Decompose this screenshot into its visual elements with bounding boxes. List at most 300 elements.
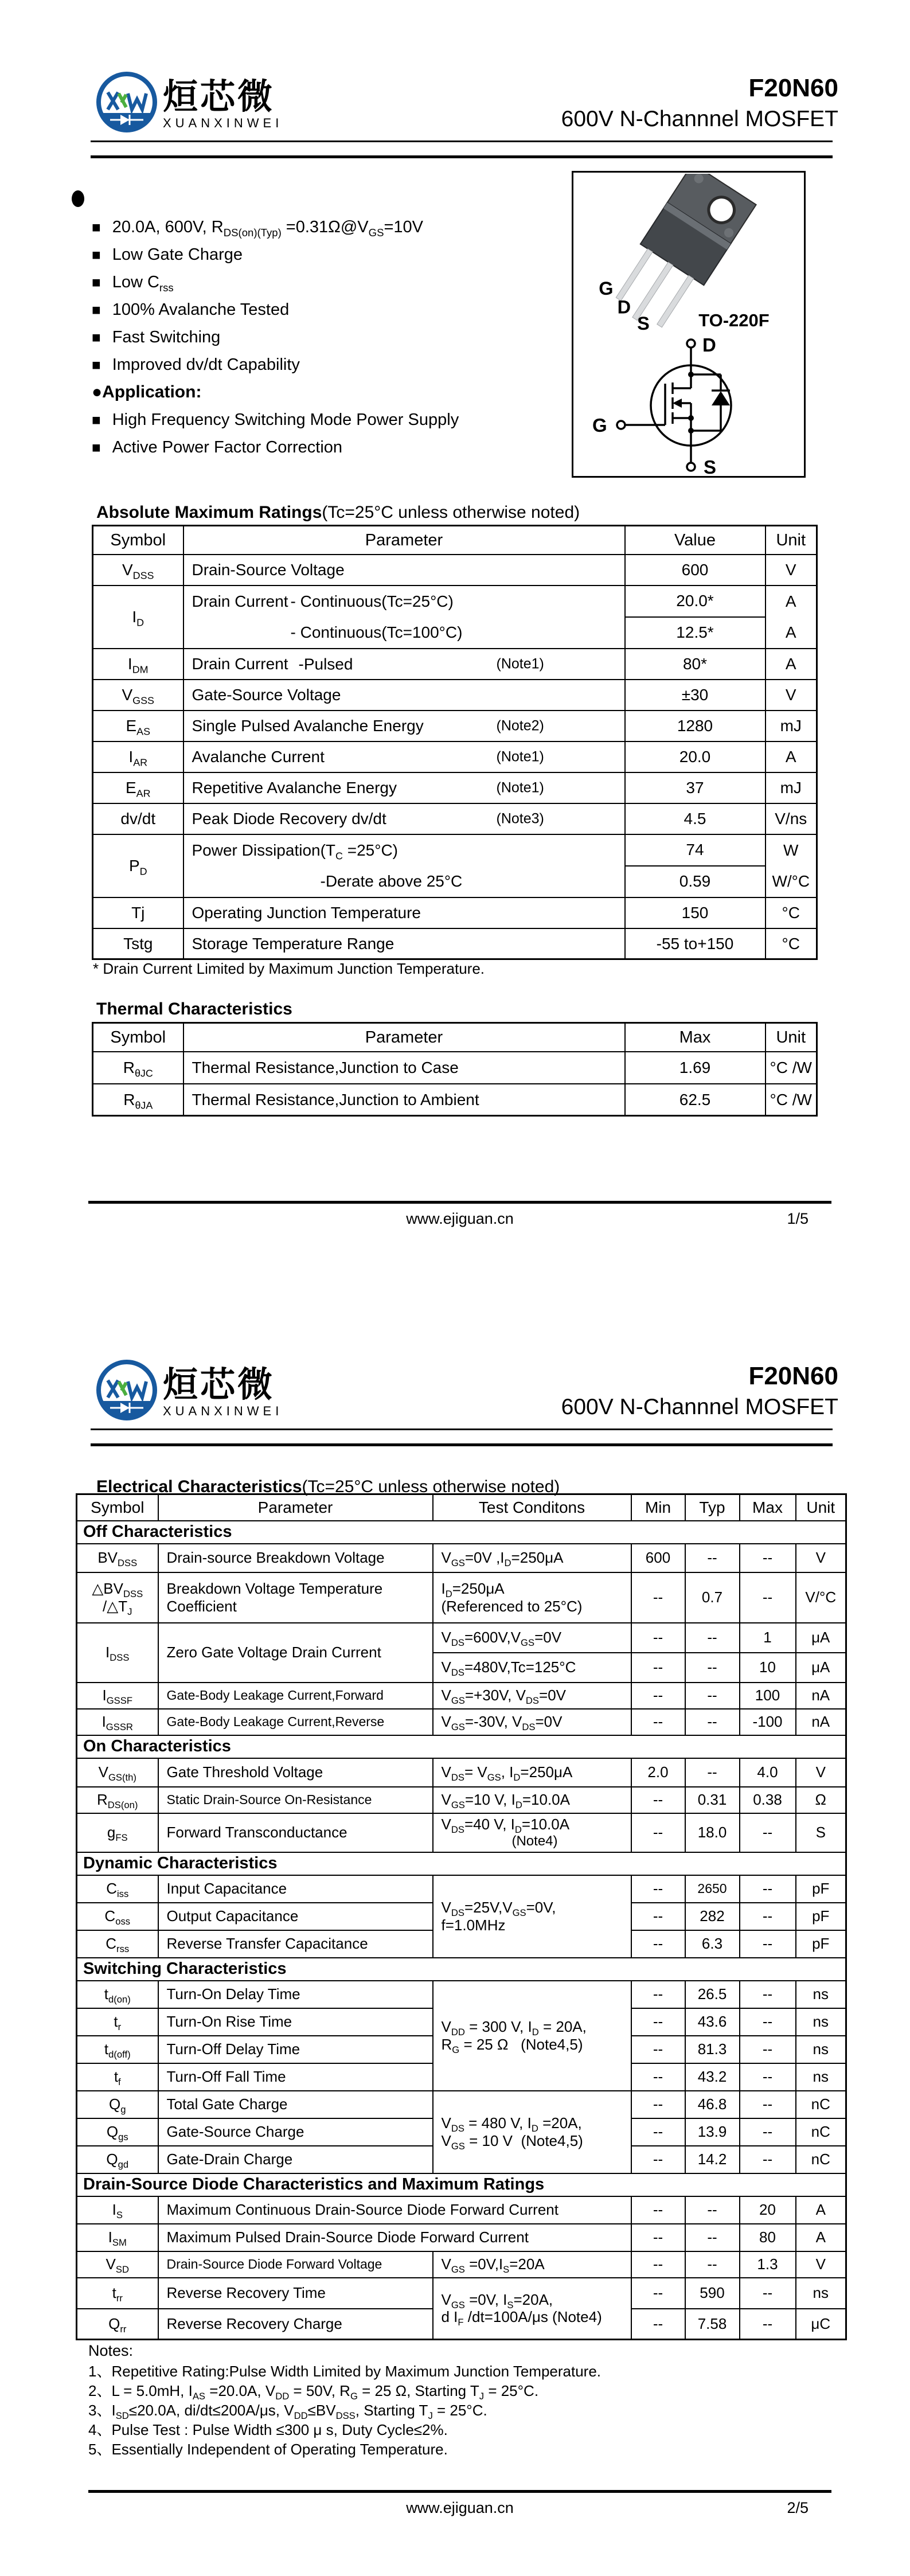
table-cell: nC — [796, 2146, 846, 2173]
table-cell: $V_{DSS}$ — [93, 555, 183, 586]
header-rule-thick — [91, 1443, 833, 1446]
abs-max-table — [92, 525, 818, 960]
table-cell: $Q_{gs}$ — [77, 2118, 158, 2146]
table-cell: 1.69 — [625, 1052, 766, 1084]
table-cell: °C — [766, 928, 817, 959]
part-subtitle: 600V N-Channnel MOSFET — [561, 107, 838, 131]
table-cell: A — [796, 2196, 846, 2224]
table-cell: 80 — [740, 2224, 796, 2251]
table-cell: Reverse Recovery Charge — [158, 2309, 433, 2340]
table-cell: $P_D$ — [93, 834, 183, 897]
table-cell: $I_S$ — [77, 2196, 158, 2224]
column-header: Test Conditons — [433, 1494, 631, 1521]
table-cell: 590 — [685, 2278, 740, 2309]
table-cell: -- — [631, 2036, 685, 2063]
table-cell: $t_r$ — [77, 2008, 158, 2036]
symbol-pin-label-g: G — [592, 415, 607, 436]
table-cell: S — [796, 1813, 846, 1852]
table-cell: $V_{GS}=+30V$, $V_{DS}=0V$ — [433, 1683, 631, 1709]
table-cell: 12.5* — [625, 617, 766, 649]
square-bullet-icon: ■ — [92, 301, 101, 318]
company-logo-icon — [96, 72, 157, 132]
table-cell: $I_D$ — [93, 586, 183, 649]
table-cell: A — [766, 617, 817, 649]
table-cell: 18.0 — [685, 1813, 740, 1852]
section-row — [77, 1958, 846, 1981]
table-cell: $R_{\theta JC}$ — [93, 1052, 183, 1084]
table-cell: nA — [796, 1683, 846, 1709]
table-cell: pF — [796, 1930, 846, 1958]
table-cell: -- — [740, 1572, 796, 1623]
square-bullet-icon: ■ — [92, 411, 101, 428]
table-cell: -- — [631, 1683, 685, 1709]
table-cell: ns — [796, 1981, 846, 2008]
table-cell: $V_{DS}=480V,Tc=125^\circ C$ — [433, 1653, 631, 1683]
notes-list — [88, 2362, 601, 2459]
table-cell: nA — [796, 1709, 846, 1735]
list-item — [92, 241, 568, 268]
table-cell: $V_{DS}= V_{GS}$, $I_D=250\mu A$ — [433, 1758, 631, 1787]
table-row — [77, 1813, 846, 1852]
features-list — [92, 213, 568, 378]
table-cell: A — [766, 586, 817, 617]
table-row — [93, 649, 817, 680]
table-cell: -- — [740, 2146, 796, 2173]
package-pin-label-g: G — [599, 278, 614, 299]
table-cell: $C_{rss}$ — [77, 1930, 158, 1958]
table-cell: -- — [631, 1709, 685, 1735]
table-cell: -- — [740, 2063, 796, 2091]
table-cell: 0.38 — [740, 1787, 796, 1813]
table-cell: -- — [685, 1758, 740, 1787]
table-cell: 37 — [625, 772, 766, 803]
table-cell: nC — [796, 2118, 846, 2146]
table-cell: μC — [796, 2309, 846, 2340]
table-cell: V — [766, 555, 817, 586]
table-cell: $V_{GS}=10$ V, $I_D=10.0A$ — [433, 1787, 631, 1813]
table-cell: Drain Current -Pulsed (Note1) — [183, 649, 625, 680]
table-cell: Drain-Source Diode Characteristics and Maximum Ratings — [77, 2173, 846, 2196]
column-header: Min — [631, 1494, 685, 1521]
table-cell: Gate-Source Voltage — [183, 680, 625, 711]
table-cell: $t_{rr}$ — [77, 2278, 158, 2309]
table-cell: W/°C — [766, 866, 817, 897]
table-cell: Reverse Transfer Capacitance — [158, 1930, 433, 1958]
section-row — [77, 1735, 846, 1758]
table-cell: $I_D=250\mu A$ (Referenced to 25°C) — [433, 1572, 631, 1623]
table-cell: -- — [631, 2224, 685, 2251]
footer — [88, 2499, 831, 2517]
features-bullet-icon — [72, 190, 84, 207]
datasheet-page-2 — [0, 1288, 910, 2576]
table-cell: Gate-Source Charge — [158, 2118, 433, 2146]
table-cell: V — [796, 1758, 846, 1787]
column-header: Symbol — [93, 526, 183, 555]
table-cell: -- — [685, 1683, 740, 1709]
brand-name-en: XUANXINWEI — [163, 116, 283, 130]
square-bullet-icon: ■ — [92, 439, 101, 456]
applications-list — [92, 406, 568, 461]
header-rule-thin — [91, 140, 833, 142]
table-cell: $\triangle BV_{DSS}$ $/\triangle T_J$ — [77, 1572, 158, 1623]
part-subtitle: 600V N-Channnel MOSFET — [561, 1395, 838, 1419]
list-item — [92, 406, 568, 434]
table-cell: Gate-Body Leakage Current,Forward — [158, 1683, 433, 1709]
table-cell: -- — [631, 2278, 685, 2309]
table-cell: -- — [740, 2008, 796, 2036]
table-cell: $R_{\theta JA}$ — [93, 1084, 183, 1116]
table-cell: -- — [685, 2251, 740, 2278]
table-row — [93, 1084, 817, 1116]
table-cell: -- — [631, 1930, 685, 1958]
table-cell: $t_{d(on)}$ — [77, 1981, 158, 2008]
table-cell: V/°C — [796, 1572, 846, 1623]
thermal-table — [92, 1022, 818, 1117]
elec-cond: (Tc=25°C unless otherwise noted) — [302, 1477, 560, 1496]
table-cell: 20.0 — [625, 741, 766, 772]
abs-max-heading — [96, 503, 580, 522]
table-cell: -- — [631, 2309, 685, 2340]
table-cell: -- — [740, 2309, 796, 2340]
table-cell: Static Drain-Source On-Resistance — [158, 1787, 433, 1813]
table-cell: -- — [685, 2196, 740, 2224]
table-cell: 74 — [625, 834, 766, 866]
table-cell: 600 — [625, 555, 766, 586]
column-header: Parameter — [158, 1494, 433, 1521]
table-cell: Tstg — [93, 928, 183, 959]
table-cell: Drain-source Breakdown Voltage — [158, 1544, 433, 1572]
table-cell: -- — [740, 1875, 796, 1903]
table-header-row — [93, 526, 817, 555]
table-cell: -- — [631, 2196, 685, 2224]
table-cell: ±30 — [625, 680, 766, 711]
symbol-pin-label-s: S — [704, 456, 717, 475]
table-cell: Thermal Resistance,Junction to Case — [183, 1052, 625, 1084]
table-cell: -- — [740, 1544, 796, 1572]
table-row — [77, 1787, 846, 1813]
table-cell: Off Characteristics — [77, 1521, 846, 1544]
table-cell: 0.31 — [685, 1787, 740, 1813]
list-item-text: Low Gate Charge — [112, 245, 243, 264]
table-cell: $I_{GSSR}$ — [77, 1709, 158, 1735]
table-cell: $E_{AR}$ — [93, 772, 183, 803]
column-header: Parameter — [183, 526, 625, 555]
list-item — [92, 213, 568, 241]
package-box — [572, 171, 806, 478]
table-cell: Input Capacitance — [158, 1875, 433, 1903]
table-cell: -- — [740, 2278, 796, 2309]
table-cell: $Q_g$ — [77, 2091, 158, 2118]
table-row — [77, 1544, 846, 1572]
table-cell: 62.5 — [625, 1084, 766, 1116]
table-cell: On Characteristics — [77, 1735, 846, 1758]
table-row — [93, 680, 817, 711]
table-cell: Drain-Source Diode Forward Voltage — [158, 2251, 433, 2278]
abs-max-footnote: * Drain Current Limited by Maximum Junction Temperature. — [93, 960, 485, 977]
table-cell: -100 — [740, 1709, 796, 1735]
table-cell: -- — [631, 2063, 685, 2091]
column-header: Max — [740, 1494, 796, 1521]
table-cell: 20.0* — [625, 586, 766, 617]
table-cell: W — [766, 834, 817, 866]
table-row — [93, 741, 817, 772]
table-cell: 26.5 — [685, 1981, 740, 2008]
application-title: ●Application: — [92, 383, 202, 401]
table-cell: Power $Dissipation(T_C =25^\circ C)$ -Derate above 25°C — [183, 834, 625, 897]
table-cell: 1280 — [625, 711, 766, 741]
table-cell: °C /W — [766, 1052, 817, 1084]
table-row — [93, 586, 817, 617]
table-cell: $C_{oss}$ — [77, 1903, 158, 1930]
table-cell: μA — [796, 1653, 846, 1683]
table-cell: 13.9 — [685, 2118, 740, 2146]
table-row — [77, 2091, 846, 2118]
section-row — [77, 1521, 846, 1544]
table-cell: $V_{DD} = 300$ V, $I_D = 20A$, $R_G = 25$ Ω (Note4,5) — [433, 1981, 631, 2091]
table-cell: -- — [740, 2036, 796, 2063]
table-cell: -55 to+150 — [625, 928, 766, 959]
column-header: Typ — [685, 1494, 740, 1521]
table-row — [93, 711, 817, 741]
header-rule-thin — [91, 1428, 833, 1430]
table-cell: Forward Transconductance — [158, 1813, 433, 1852]
table-row — [93, 928, 817, 959]
table-cell: -- — [631, 2091, 685, 2118]
section-row — [77, 2173, 846, 2196]
table-cell: Turn-On Delay Time — [158, 1981, 433, 2008]
table-row — [77, 1623, 846, 1653]
table-cell: $C_{iss}$ — [77, 1875, 158, 1903]
table-cell: $V_{DS}=25V,V_{GS}=0V$, f=1.0MHz — [433, 1875, 631, 1958]
table-cell: A — [766, 649, 817, 680]
table-cell: -- — [631, 1813, 685, 1852]
table-cell: Output Capacitance — [158, 1903, 433, 1930]
note-item: 4、Pulse Test : Pulse Width ≤300 μ s, Duty Cycle≤2%. — [88, 2421, 448, 2438]
table-cell: mJ — [766, 711, 817, 741]
table-cell: nC — [796, 2091, 846, 2118]
list-item — [92, 268, 568, 296]
table-cell: 43.6 — [685, 2008, 740, 2036]
table-cell: -- — [740, 1903, 796, 1930]
table-cell: 14.2 — [685, 2146, 740, 2173]
to220f-package-image — [591, 174, 788, 331]
table-row — [77, 1709, 846, 1735]
table-cell: Turn-On Rise Time — [158, 2008, 433, 2036]
table-cell: mJ — [766, 772, 817, 803]
table-cell: A — [766, 741, 817, 772]
package-pin-label-s: S — [637, 313, 650, 331]
table-cell: Dynamic Characteristics — [77, 1852, 846, 1875]
table-cell: Single Pulsed Avalanche Energy (Note2) — [183, 711, 625, 741]
table-cell: $I_{DM}$ — [93, 649, 183, 680]
note-item: 2、L = 5.0mH, $I_{AS} =20.0A$, $V_{DD} = 50V$, $R_G = 25$ Ω, Starting $T_J = 25^\circ C$. — [88, 2382, 539, 2402]
table-cell: -- — [631, 1623, 685, 1653]
table-row — [77, 1875, 846, 1903]
table-cell: -- — [631, 2008, 685, 2036]
table-cell: Drain Current - Continuous(Tc=25°C) - Continuous(Tc=100°C) — [183, 586, 625, 649]
table-cell: -- — [631, 1572, 685, 1623]
page-number: 1/5 — [787, 1210, 809, 1227]
note-item: 3、$I_{SD}\le 20.0A$, di/dt≤200A/μs, $V_{DD}\le BV_{DSS}$, Starting $T_J = 25^\circ C$. — [88, 2402, 487, 2422]
notes-label: Notes: — [88, 2342, 134, 2359]
electrical-table — [76, 1493, 847, 2340]
table-row — [77, 1572, 846, 1623]
list-item-text: 100% Avalanche Tested — [112, 300, 290, 319]
footer-site: www.ejiguan.cn — [406, 2499, 514, 2516]
table-cell: Thermal Resistance,Junction to Ambient — [183, 1084, 625, 1116]
table-cell: $V_{GS} =0V,I_S=20A$ — [433, 2251, 631, 2278]
table-row — [77, 1981, 846, 2008]
column-header: Unit — [796, 1494, 846, 1521]
table-cell: Storage Temperature Range — [183, 928, 625, 959]
table-cell: -- — [740, 2118, 796, 2146]
table-row — [93, 555, 817, 586]
footer-site: www.ejiguan.cn — [406, 1210, 514, 1227]
table-cell: 100 — [740, 1683, 796, 1709]
table-header-row — [77, 1494, 846, 1521]
table-cell: V — [796, 1544, 846, 1572]
table-cell: -- — [740, 1981, 796, 2008]
table-cell: $V_{DS}=40$ V, $I_D=10.0A$ (Note4) — [433, 1813, 631, 1852]
package-pin-label-d: D — [617, 296, 631, 318]
table-row — [93, 803, 817, 834]
list-item-text: 20.0A, 600V, $R_{DS(on)(Typ)}$ $=0.31\Omega@V_{GS}=10V$ — [112, 217, 424, 239]
table-cell: -- — [631, 2118, 685, 2146]
footer-rule — [88, 1201, 831, 1204]
table-cell: Peak Diode Recovery dv/dt (Note3) — [183, 803, 625, 834]
table-cell: -- — [740, 2091, 796, 2118]
square-bullet-icon: ■ — [92, 218, 101, 236]
column-header: Symbol — [77, 1494, 158, 1521]
table-cell: 10 — [740, 1653, 796, 1683]
table-cell: Breakdown Voltage Temperature Coefficient — [158, 1572, 433, 1623]
table-cell: $t_f$ — [77, 2063, 158, 2091]
table-cell: $g_{FS}$ — [77, 1813, 158, 1852]
table-cell: $BV_{DSS}$ — [77, 1544, 158, 1572]
table-row — [77, 1683, 846, 1709]
table-cell: 43.2 — [685, 2063, 740, 2091]
table-cell: -- — [685, 1623, 740, 1653]
thermal-title: Thermal Characteristics — [96, 1000, 292, 1018]
brand-name-en: XUANXINWEI — [163, 1404, 283, 1418]
table-cell: Reverse Recovery Time — [158, 2278, 433, 2309]
table-cell: $E_{AS}$ — [93, 711, 183, 741]
note-item: 1、Repetitive Rating:Pulse Width Limited by Maximum Junction Temperature. — [88, 2363, 602, 2380]
table-cell: 2.0 — [631, 1758, 685, 1787]
table-cell: Maximum Pulsed Drain-Source Diode Forward Current — [158, 2224, 631, 2251]
table-row — [93, 834, 817, 866]
table-cell: ns — [796, 2063, 846, 2091]
table-header-row — [93, 1023, 817, 1052]
table-cell: $t_{d(off)}$ — [77, 2036, 158, 2063]
square-bullet-icon: ■ — [92, 329, 101, 346]
table-cell: -- — [631, 1787, 685, 1813]
table-cell: $V_{DS}=600V,V_{GS}=0V$ — [433, 1623, 631, 1653]
table-cell: A — [796, 2224, 846, 2251]
list-item — [92, 434, 568, 461]
table-cell: -- — [631, 1875, 685, 1903]
table-cell: V/ns — [766, 803, 817, 834]
table-cell: -- — [685, 2224, 740, 2251]
table-cell: 7.58 — [685, 2309, 740, 2340]
table-cell: Zero Gate Voltage Drain Current — [158, 1623, 433, 1683]
table-cell: 81.3 — [685, 2036, 740, 2063]
abs-max-cond: (Tc=25°C unless otherwise noted) — [322, 503, 580, 522]
table-cell: 1 — [740, 1623, 796, 1653]
table-cell: $V_{GS}=-30V$, $V_{DS}=0V$ — [433, 1709, 631, 1735]
doc-title-block — [561, 1364, 838, 1418]
table-cell: $I_{GSSF}$ — [77, 1683, 158, 1709]
table-row — [93, 897, 817, 928]
table-row — [77, 2196, 846, 2224]
table-cell: -- — [685, 1544, 740, 1572]
table-cell: -- — [740, 1930, 796, 1958]
table-row — [93, 772, 817, 803]
table-cell: Turn-Off Delay Time — [158, 2036, 433, 2063]
column-header: Value — [625, 526, 766, 555]
column-header: Unit — [766, 526, 817, 555]
table-cell: 6.3 — [685, 1930, 740, 1958]
table-cell: pF — [796, 1875, 846, 1903]
table-cell: Gate Threshold Voltage — [158, 1758, 433, 1787]
table-cell: $V_{GS} =0V$, $I_S=20A$, d $I_F$ /dt=100A/μs (Note4) — [433, 2278, 631, 2340]
table-cell: -- — [631, 2146, 685, 2173]
table-cell: -- — [740, 1813, 796, 1852]
table-cell: $I_{AR}$ — [93, 741, 183, 772]
thermal-heading — [96, 1000, 292, 1019]
package-name: TO-220F — [698, 310, 770, 330]
table-cell: $Q_{rr}$ — [77, 2309, 158, 2340]
table-cell: 46.8 — [685, 2091, 740, 2118]
list-item-text: Fast Switching — [112, 327, 221, 346]
note-item: 5、Essentially Independent of Operating Temperature. — [88, 2441, 448, 2458]
table-cell: 80* — [625, 649, 766, 680]
table-cell: -- — [631, 2251, 685, 2278]
table-cell: $I_{DSS}$ — [77, 1623, 158, 1683]
table-cell: $V_{SD}$ — [77, 2251, 158, 2278]
list-item-text: Active Power Factor Correction — [112, 438, 343, 456]
column-header: Parameter — [183, 1023, 625, 1052]
table-cell: Gate-Drain Charge — [158, 2146, 433, 2173]
table-row — [77, 1758, 846, 1787]
table-cell: ns — [796, 2278, 846, 2309]
table-cell: $V_{GSS}$ — [93, 680, 183, 711]
table-cell: 282 — [685, 1903, 740, 1930]
column-header: Max — [625, 1023, 766, 1052]
table-cell: Ω — [796, 1787, 846, 1813]
footer-rule — [88, 2490, 831, 2493]
table-cell: °C — [766, 897, 817, 928]
table-cell: -- — [631, 1653, 685, 1683]
table-row — [93, 1052, 817, 1084]
table-cell: V — [796, 2251, 846, 2278]
table-cell: $V_{GS}=0V$ $,I_D=250\mu A$ — [433, 1544, 631, 1572]
square-bullet-icon: ■ — [92, 356, 101, 373]
symbol-pin-label-d: D — [702, 334, 716, 356]
table-cell: 4.0 — [740, 1758, 796, 1787]
table-cell: -- — [631, 1903, 685, 1930]
table-cell: ns — [796, 2008, 846, 2036]
brand-name-cn: 烜芯微 — [163, 1365, 275, 1404]
table-cell: Repetitive Avalanche Energy (Note1) — [183, 772, 625, 803]
table-cell: 150 — [625, 897, 766, 928]
list-item — [92, 351, 568, 378]
part-number: F20N60 — [748, 1362, 838, 1390]
table-row — [77, 2224, 846, 2251]
table-cell: 0.59 — [625, 866, 766, 897]
table-row — [77, 2251, 846, 2278]
list-item-text: Low $C_{rss}$ — [112, 272, 174, 294]
